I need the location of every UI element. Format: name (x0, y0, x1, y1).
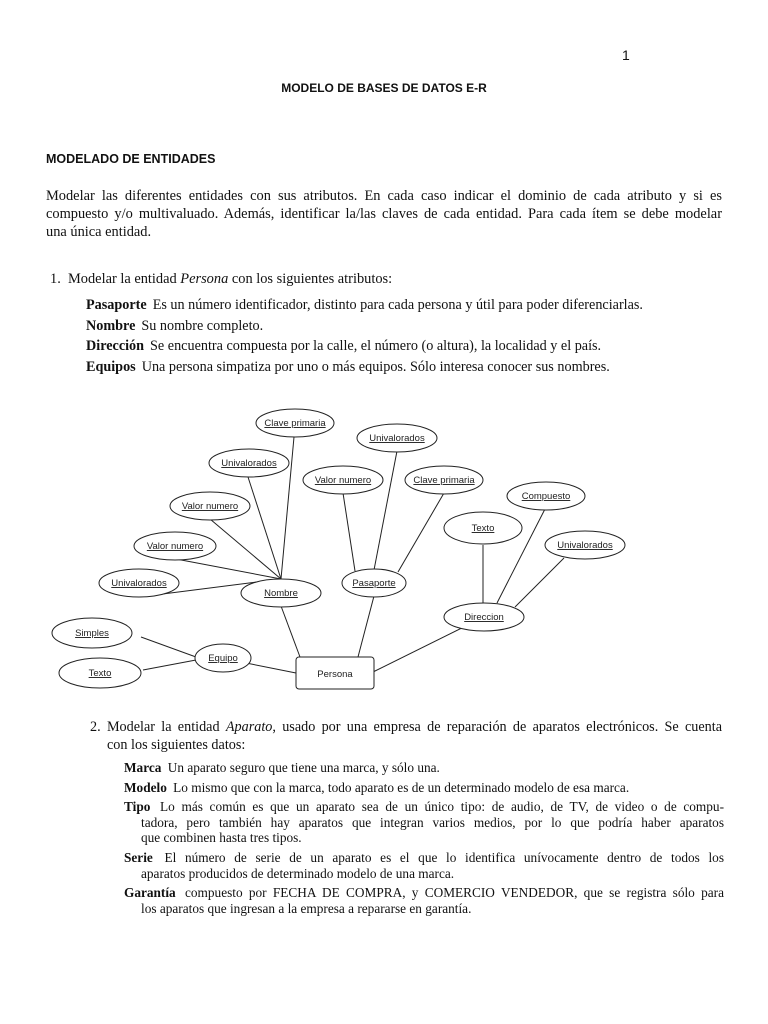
item2-attribute (124, 885, 724, 916)
page-number: 1 (622, 47, 630, 63)
item2-attribute (124, 799, 724, 846)
connector (374, 451, 397, 570)
item1-number: 1. (50, 271, 61, 287)
node-label: Univalorados (557, 540, 613, 551)
intro-paragraph (46, 187, 722, 241)
item1-attribute (86, 318, 263, 335)
attribute-name: Dirección (86, 338, 145, 354)
attribute-name: Garantía (124, 885, 176, 901)
intro-line: una única entidad. (46, 224, 152, 240)
document-title: MODELO DE BASES DE DATOS E-R (281, 81, 487, 95)
node-label: Valor numero (181, 501, 239, 512)
item2-entity: Aparato (225, 719, 273, 735)
section-title: MODELADO DE ENTIDADES (46, 152, 216, 166)
item1-entity: Persona (180, 271, 229, 287)
item2-attribute (124, 780, 724, 796)
connector (343, 493, 355, 571)
entity-label: Persona (317, 669, 353, 680)
item1-attribute (86, 338, 601, 355)
attribute-desc: tadora, pero también hay aparatos que integran varios medios, por lo que podría haber aparatos (141, 814, 724, 830)
attribute-desc: Una persona simpatiza por uno o más equipos. Sólo interesa conocer sus nombres. (141, 359, 610, 375)
node-label: Direccion (464, 612, 504, 623)
item2-line: con los siguientes datos: (107, 737, 246, 753)
intro-line: compuesto y/o multivaluado. Además, identificar la/las claves de cada entidad. Para cada ítem se debe modelar (46, 206, 722, 222)
node-label: Texto (88, 668, 112, 679)
attribute-desc: Se encuentra compuesta por la calle, el número (o altura), la localidad y el país. (150, 338, 602, 354)
item2-line (90, 718, 722, 736)
node-label: Clave primaria (413, 475, 475, 486)
node-label: Clave primaria (264, 418, 326, 429)
item1-prefix: Modelar la entidad (68, 271, 181, 287)
node-label: Valor numero (146, 541, 204, 552)
item2-attribute-list (124, 760, 724, 920)
item2-suffix: , usado por una empresa de reparación de aparatos electrónicos. Se cuenta (272, 719, 723, 735)
item2-number: 2. (90, 719, 101, 735)
attribute-name: Equipos (86, 359, 136, 375)
node-label: Compuesto (521, 491, 571, 502)
node-label: Univalorados (111, 578, 167, 589)
attribute-desc: los aparatos que ingresan a la empresa a repararse en garantía. (141, 900, 472, 916)
connector (281, 606, 300, 657)
attribute-name: Modelo (124, 779, 167, 795)
item2-attribute (124, 850, 724, 881)
attribute-desc: El número de serie de un aparato es el que lo identifica unívocamente dentro de todos los (164, 849, 724, 865)
item1-attribute (86, 297, 643, 314)
connector (246, 663, 296, 673)
connector (143, 660, 196, 670)
item2-attribute (124, 760, 724, 776)
node-label: Pasaporte (352, 578, 396, 589)
attribute-name: Tipo (124, 799, 151, 815)
node-label: Valor numero (314, 475, 372, 486)
diagram-shapes (52, 409, 625, 689)
attribute-desc: aparatos producidos de determinado modelo de una marca. (141, 865, 455, 881)
connector (176, 559, 281, 579)
item1-attribute (86, 359, 610, 376)
item2-prefix: Modelar la entidad (106, 719, 226, 735)
item1-suffix: con los siguientes atributos: (228, 271, 393, 287)
connector (398, 493, 444, 572)
diagram-labels (75, 418, 613, 680)
connector (358, 596, 374, 657)
connector (210, 519, 281, 579)
attribute-desc: que combinen hasta tres tipos. (141, 830, 302, 846)
intro-line: Modelar las diferentes entidades con sus atributos. En cada caso indicar el dominio de cada atributo y si es (46, 188, 722, 204)
connector (248, 477, 281, 579)
node-label: Equipo (208, 653, 238, 664)
item2-heading (90, 718, 722, 754)
attribute-name: Marca (124, 760, 162, 775)
er-diagram (0, 385, 768, 700)
node-label: Simples (75, 628, 109, 639)
attribute-name: Nombre (86, 318, 136, 334)
attribute-desc: Es un número identificador, distinto para cada persona y útil para poder diferenciarlas. (152, 297, 643, 313)
item1-heading (50, 271, 392, 288)
attribute-desc: Lo más común es que un aparato sea de un único tipo: de audio, de TV, de video o de compu- (160, 799, 725, 815)
node-label: Texto (471, 523, 495, 534)
attribute-desc: Lo mismo que con la marca, todo aparato es de un determinado modelo de esa marca. (173, 779, 630, 795)
node-label: Univalorados (369, 433, 425, 444)
attribute-desc: Su nombre completo. (141, 318, 264, 334)
node-label: Univalorados (221, 458, 277, 469)
attribute-desc: compuesto por FECHA DE COMPRA, y COMERCIO VENDEDOR, que se registra sólo para (185, 885, 724, 901)
attribute-name: Pasaporte (86, 297, 147, 313)
node-label: Nombre (264, 588, 298, 599)
attribute-desc: Un aparato seguro que tiene una marca, y sólo una. (167, 760, 440, 775)
connector (141, 637, 196, 657)
connector (515, 558, 564, 607)
attribute-name: Serie (124, 849, 153, 865)
